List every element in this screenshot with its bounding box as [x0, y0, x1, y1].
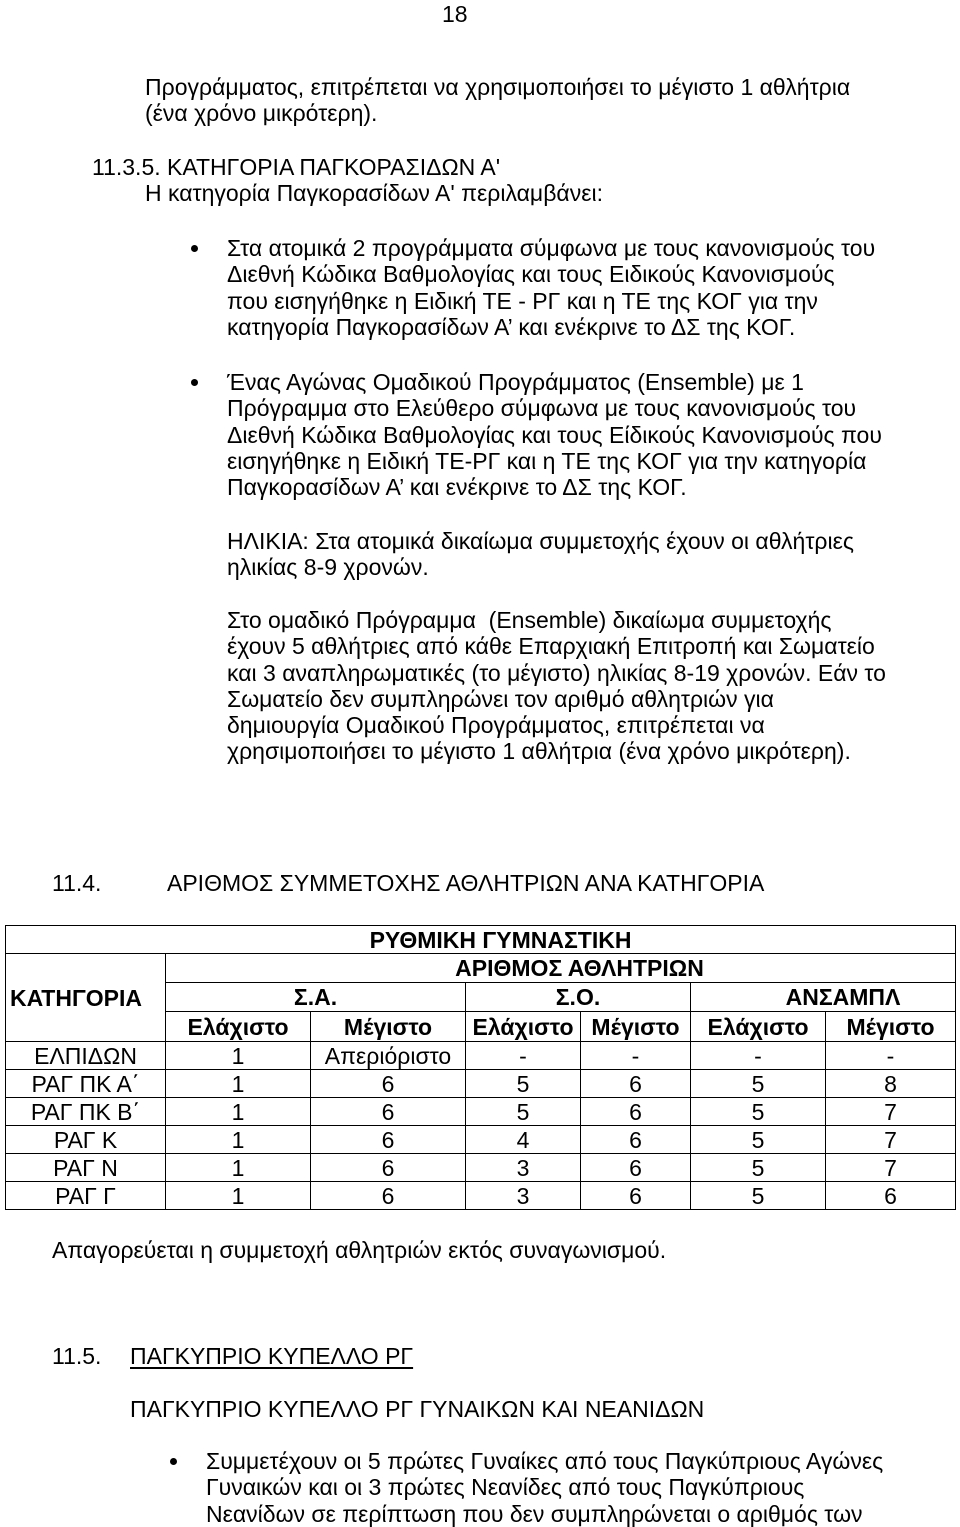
category-cell: ΡΑΓ ΠΚ Α΄	[6, 1070, 166, 1098]
list-item-line: Ένας Αγώνας Ομαδικού Προγράμματος (Ensemble) με 1	[227, 369, 804, 395]
table-cell: 1	[166, 1182, 311, 1210]
table-group-row	[6, 954, 956, 983]
table-title-row	[6, 926, 956, 954]
section-title-11-4: ΑΡΙΘΜΟΣ ΣΥΜΜΕΤΟΧΗΣ ΑΘΛΗΤΡΙΩΝ ΑΝΑ ΚΑΤΗΓΟΡΙΑ	[167, 870, 765, 896]
paragraph-line: και 3 αναπληρωματικές (το μέγιστο) ηλικίας 8-19 χρονών. Εάν το	[227, 659, 886, 686]
section-subtitle-11-5: ΠΑΓΚΥΠΡΙΟ ΚΥΠΕΛΛΟ ΡΓ ΓΥΝΑΙΚΩΝ ΚΑΙ ΝΕΑΝΙΔΩΝ	[130, 1396, 705, 1422]
list-item-line: Διεθνή Κώδικα Βαθμολογίας και τους Είδικούς Κανονισμούς που	[227, 421, 882, 448]
table-cell: 1	[166, 1154, 311, 1182]
table-cell: -	[826, 1042, 956, 1070]
category-cell: ΡΑΓ Ν	[6, 1154, 166, 1182]
list-item-individual-programs	[227, 235, 875, 340]
section-intro: Η κατηγορία Παγκορασίδων Α' περιλαμβάνει:	[145, 180, 603, 206]
table-cell: 5	[691, 1070, 826, 1098]
table-cell: 5	[691, 1126, 826, 1154]
program-header-ensemble: ΑΝΣΑΜΠΛ	[691, 983, 956, 1012]
list-item-line: Παγκορασίδων Α’ και ενέκρινε το ΔΣ της ΚΟΓ.	[227, 474, 687, 501]
table-cell: 7	[826, 1098, 956, 1126]
table-row	[6, 1042, 956, 1070]
min-header: Ελάχιστο	[166, 1012, 311, 1042]
table-cell: 6	[581, 1182, 691, 1210]
list-item-line: εισηγήθηκε η Ειδική ΤΕ-ΡΓ και η ΤΕ της ΚΟΓ για την κατηγορία	[227, 447, 867, 474]
table-cell: 6	[311, 1070, 466, 1098]
paragraph-line: χρησιμοποιήσει το μέγιστο 1 αθλήτρια (ένα χρόνο μικρότερη).	[227, 738, 851, 765]
paragraph-line: δημιουργία Ομαδικού Προγράμματος, επιτρέπεται να	[227, 712, 765, 739]
paragraph-line: ηλικίας 8-9 χρονών.	[227, 554, 429, 581]
table-row	[6, 1098, 956, 1126]
list-item-line: Γυναικών και οι 3 πρώτες Νεανίδες από τους Παγκύπριους	[206, 1474, 805, 1501]
table-cell: 6	[311, 1126, 466, 1154]
paragraph-line: Προγράμματος, επιτρέπεται να χρησιμοποιήσει το μέγιστο 1 αθλήτρια	[145, 74, 851, 100]
table-row	[6, 1154, 956, 1182]
table-cell: 6	[581, 1154, 691, 1182]
table-note: Απαγορεύεται η συμμετοχή αθλητριών εκτός συναγωνισμού.	[52, 1237, 667, 1263]
page-number: 18	[442, 1, 468, 27]
max-header: Μέγιστο	[826, 1012, 956, 1042]
table-cell: 1	[166, 1070, 311, 1098]
table-cell: -	[466, 1042, 581, 1070]
category-cell: ΡΑΓ Γ	[6, 1182, 166, 1210]
section-number-11-4: 11.4.	[52, 870, 102, 896]
table-row	[6, 1070, 956, 1098]
table-cell: 6	[311, 1182, 466, 1210]
paragraph-line: (ένα χρόνο μικρότερη).	[145, 100, 378, 127]
list-item-line: που εισηγήθηκε η Ειδική ΤΕ - ΡΓ και η ΤΕ της ΚΟΓ για την	[227, 287, 818, 314]
program-header-sa: Σ.Α.	[166, 983, 466, 1012]
ensemble-paragraph	[227, 607, 886, 765]
paragraph-line: ΗΛΙΚΙΑ: Στα ατομικά δικαίωμα συμμετοχής έχουν οι αθλήτριες	[227, 528, 854, 554]
max-header: Μέγιστο	[581, 1012, 691, 1042]
list-item-line: Στα ατομικά 2 προγράμματα σύμφωνα με τους κανονισμούς του	[227, 235, 876, 261]
table-row	[6, 1126, 956, 1154]
table-cell: 1	[166, 1098, 311, 1126]
list-item-line: Νεανίδων σε περίπτωση που δεν συμπληρώνεται ο αριθμός των	[206, 1500, 863, 1527]
section-title-11-5: ΠΑΓΚΥΠΡΙΟ ΚΥΠΕΛΛΟ ΡΓ	[130, 1343, 414, 1369]
paragraph-line: Στο ομαδικό Πρόγραμμα (Ensemble) δικαίωμα συμμετοχής	[227, 607, 832, 633]
table-cell: Απεριόριστο	[311, 1042, 466, 1070]
table-cell: 5	[466, 1070, 581, 1098]
table-cell: 6	[581, 1098, 691, 1126]
category-header: ΚΑΤΗΓΟΡΙΑ	[6, 954, 166, 1042]
list-item-line: Πρόγραμμα στο Ελεύθερο σύμφωνα με τους κανονισμούς του	[227, 395, 857, 422]
table-cell: -	[691, 1042, 826, 1070]
table-cell: 6	[311, 1098, 466, 1126]
list-item-cup-participants	[206, 1448, 883, 1527]
table-cell: 7	[826, 1154, 956, 1182]
table-cell: 5	[466, 1098, 581, 1126]
table-cell: 5	[691, 1182, 826, 1210]
bullet-icon	[191, 245, 198, 252]
category-cell: ΡΑΓ ΠΚ Β΄	[6, 1098, 166, 1126]
table-cell: 5	[691, 1154, 826, 1182]
continuation-paragraph	[145, 74, 850, 127]
table-cell: 1	[166, 1126, 311, 1154]
section-heading-11-3-5: 11.3.5. ΚΑΤΗΓΟΡΙΑ ΠΑΓΚΟΡΑΣΙΔΩΝ Α'	[92, 154, 501, 180]
participation-table	[5, 925, 956, 1210]
max-header: Μέγιστο	[311, 1012, 466, 1042]
table-cell: 6	[826, 1182, 956, 1210]
table-cell: -	[581, 1042, 691, 1070]
table-cell: 4	[466, 1126, 581, 1154]
table-cell: 7	[826, 1126, 956, 1154]
list-item-line: κατηγορία Παγκορασίδων Α’ και ενέκρινε το ΔΣ της ΚΟΓ.	[227, 313, 796, 340]
age-paragraph	[227, 528, 854, 581]
bullet-icon	[170, 1458, 177, 1465]
paragraph-line: Σωματείο δεν συμπληρώνει τον αριθμό αθλητριών για	[227, 685, 774, 712]
section-number-11-5: 11.5.	[52, 1343, 102, 1369]
category-cell: ΡΑΓ Κ	[6, 1126, 166, 1154]
min-header: Ελάχιστο	[691, 1012, 826, 1042]
list-item-line: Συμμετέχουν οι 5 πρώτες Γυναίκες από τους Παγκύπριους Αγώνες	[206, 1448, 884, 1474]
table-cell: 1	[166, 1042, 311, 1070]
paragraph-line: έχουν 5 αθλήτριες από κάθε Επαρχιακή Επιτροπή και Σωματείο	[227, 633, 875, 660]
bullet-icon	[191, 379, 198, 386]
table-title: ΡΥΘΜΙΚΗ ΓΥΜΝΑΣΤΙΚΗ	[6, 926, 956, 954]
table-cell: 6	[581, 1126, 691, 1154]
category-cell: ΕΛΠΙΔΩΝ	[6, 1042, 166, 1070]
list-item-line: Διεθνή Κώδικα Βαθμολογίας και τους Ειδικούς Κανονισμούς	[227, 261, 835, 288]
athlete-count-header: ΑΡΙΘΜΟΣ ΑΘΛΗΤΡΙΩΝ	[166, 954, 956, 983]
program-header-so: Σ.Ο.	[466, 983, 691, 1012]
table-cell: 3	[466, 1182, 581, 1210]
list-item-ensemble-program	[227, 369, 882, 500]
table-cell: 5	[691, 1098, 826, 1126]
table-cell: 6	[581, 1070, 691, 1098]
table-cell: 8	[826, 1070, 956, 1098]
min-header: Ελάχιστο	[466, 1012, 581, 1042]
table-row	[6, 1182, 956, 1210]
table-cell: 3	[466, 1154, 581, 1182]
table-cell: 6	[311, 1154, 466, 1182]
